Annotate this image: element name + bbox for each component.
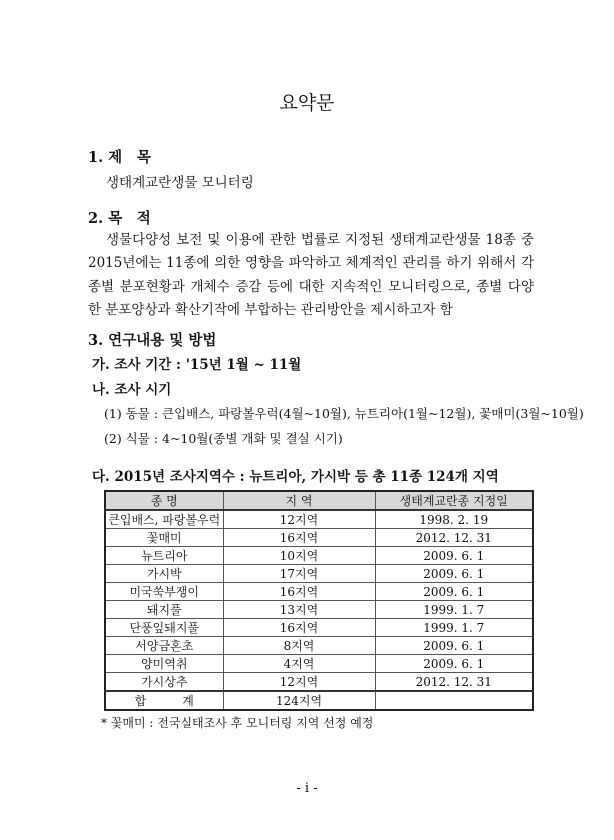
date-cell: 1999. 1. 7 xyxy=(375,601,533,619)
table-row xyxy=(105,583,533,601)
table-row xyxy=(105,637,533,655)
page-number: - i - xyxy=(296,781,318,796)
species-table xyxy=(104,490,534,711)
total-sites-cell: 124지역 xyxy=(223,691,375,710)
sites-cell: 13지역 xyxy=(223,601,375,619)
date-cell: 2009. 6. 1 xyxy=(375,655,533,673)
date-cell: 2012. 12. 31 xyxy=(375,673,533,692)
survey-timing-animals: (1) 동물 : 큰입배스, 파랑볼우럭(4월~10월), 뉴트리아(1월~12월), 꽃매미(3월~10월) xyxy=(104,406,584,421)
table-row xyxy=(105,547,533,565)
total-date-cell xyxy=(375,691,533,710)
survey-period: 가. 조사 기간 : '15년 1월 ~ 11월 xyxy=(92,357,302,373)
header-species: 종 명 xyxy=(105,491,223,510)
table-row xyxy=(105,655,533,673)
sites-cell: 12지역 xyxy=(223,673,375,692)
header-designation-date: 생태계교란종 지정일 xyxy=(375,491,533,510)
header-sites: 지 역 xyxy=(223,491,375,510)
date-cell: 2009. 6. 1 xyxy=(375,637,533,655)
section-2-heading: 2. 목 적 xyxy=(88,210,151,227)
sites-cell: 16지역 xyxy=(223,529,375,547)
table-row xyxy=(105,529,533,547)
species-cell: 꽃매미 xyxy=(105,529,223,547)
sites-cell: 17지역 xyxy=(223,565,375,583)
sites-cell: 16지역 xyxy=(223,583,375,601)
survey-timing-heading: 나. 조사 시기 xyxy=(92,382,172,398)
section-3-heading: 3. 연구내용 및 방법 xyxy=(88,332,217,349)
species-cell: 큰입배스, 파랑볼우럭 xyxy=(105,510,223,529)
survey-sites-heading: 다. 2015년 조사지역수 : 뉴트리아, 가시박 등 총 11종 124개 지역 xyxy=(92,469,499,485)
sites-cell: 8지역 xyxy=(223,637,375,655)
species-cell: 양미역취 xyxy=(105,655,223,673)
date-cell: 2009. 6. 1 xyxy=(375,565,533,583)
table-row xyxy=(105,673,533,692)
date-cell: 1999. 1. 7 xyxy=(375,619,533,637)
table-row xyxy=(105,510,533,529)
species-cell: 단풍잎돼지풀 xyxy=(105,619,223,637)
species-cell: 가시박 xyxy=(105,565,223,583)
species-cell: 가시상추 xyxy=(105,673,223,692)
sites-cell: 4지역 xyxy=(223,655,375,673)
species-cell: 뉴트리아 xyxy=(105,547,223,565)
table-header-row xyxy=(105,491,533,510)
species-cell: 서양금혼초 xyxy=(105,637,223,655)
section-1-heading: 1. 제 목 xyxy=(88,149,151,166)
date-cell: 2009. 6. 1 xyxy=(375,547,533,565)
page-title: 요약문 xyxy=(279,92,335,114)
date-cell: 1998. 2. 19 xyxy=(375,510,533,529)
species-cell: 미국쑥부쟁이 xyxy=(105,583,223,601)
total-row xyxy=(105,691,533,710)
table-row xyxy=(105,565,533,583)
section-1-text: 생태계교란생물 모니터링 xyxy=(106,175,254,191)
sites-cell: 16지역 xyxy=(223,619,375,637)
footnote: * 꽃매미 : 전국실태조사 후 모니터링 지역 선정 예정 xyxy=(101,716,374,730)
date-cell: 2012. 12. 31 xyxy=(375,529,533,547)
survey-timing-plants: (2) 식물 : 4~10월(종별 개화 및 결실 시기) xyxy=(104,431,343,446)
table-row xyxy=(105,619,533,637)
table-row xyxy=(105,601,533,619)
total-species-cell: 합 계 xyxy=(105,691,223,710)
sites-cell: 10지역 xyxy=(223,547,375,565)
sites-cell: 12지역 xyxy=(223,510,375,529)
species-cell: 돼지풀 xyxy=(105,601,223,619)
date-cell: 2009. 6. 1 xyxy=(375,583,533,601)
section-2-paragraph: 생물다양성 보전 및 이용에 관한 법률로 지정된 생태계교란생물 18종 중 2015년에는 11종에 의한 영향을 파악하고 체계적인 관리를 하기 위해서 각 종별 분포현황과 개체수 증감 등에 대한 지속적인 모니터링으로, 종별 다양한 분포양상과 확산기작에 부합하는 관리방안을 제시하고자 함 xyxy=(88,232,534,318)
